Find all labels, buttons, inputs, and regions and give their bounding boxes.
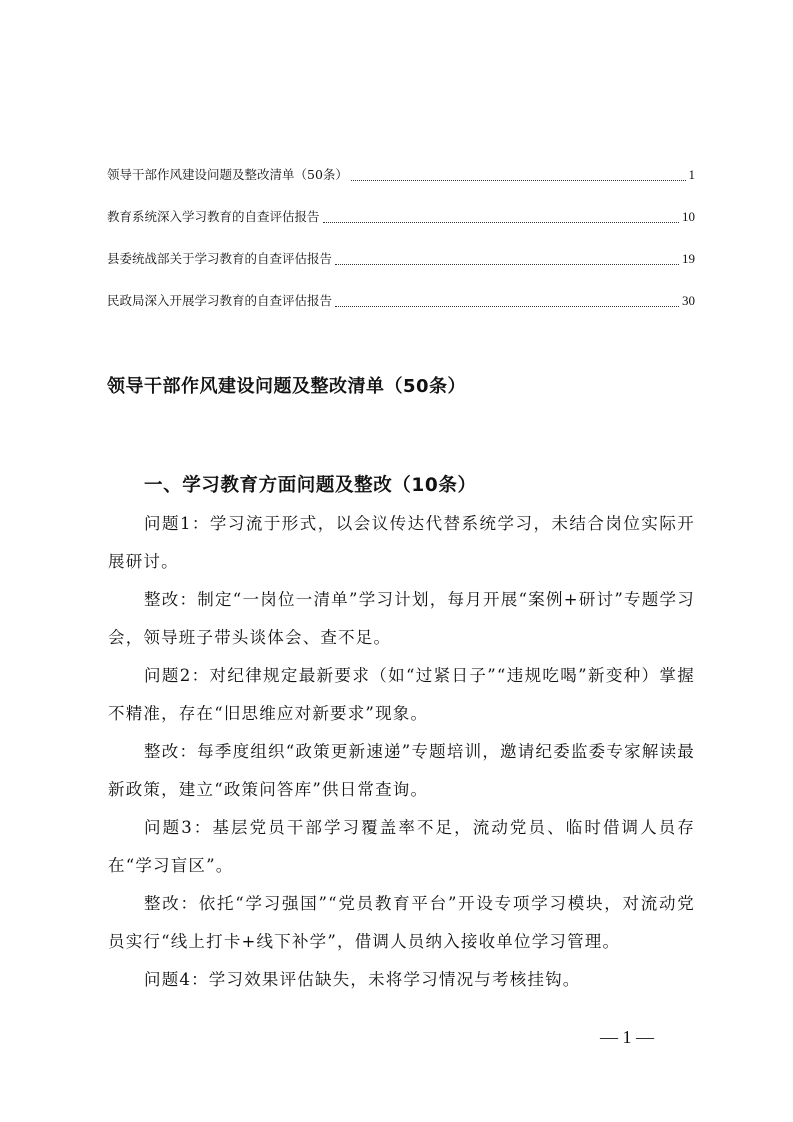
toc-entry[interactable] [107, 162, 695, 204]
toc-entry[interactable] [107, 246, 695, 288]
rectification-paragraph: 整改：依托“学习强国”“党员教育平台”开设专项学习模块，对流动党员实行“线上打卡+线下补学”，借调人员纳入接收单位学习管理。 [108, 894, 695, 951]
toc-dot-leader [335, 290, 679, 307]
toc-entry-page: 1 [688, 167, 695, 182]
toc-dot-leader [351, 164, 686, 181]
toc-dot-leader [335, 248, 679, 265]
problem-paragraph: 问题4：学习效果评估缺失，未将学习情况与考核挂钩。 [144, 970, 581, 989]
table-of-contents [107, 162, 695, 330]
toc-entry[interactable] [107, 288, 695, 330]
rectification-paragraph: 整改：每季度组织“政策更新速递”专题培训，邀请纪委监委专家解读最新政策，建立“政策问答库”供日常查询。 [108, 742, 695, 799]
problem-paragraph: 问题1：学习流于形式，以会议传达代替系统学习，未结合岗位实际开展研讨。 [108, 514, 695, 571]
problem-paragraph: 问题2：对纪律规定最新要求（如“过紧日子”“违规吃喝”新变种）掌握不精准，存在“旧思维应对新要求”现象。 [108, 666, 695, 723]
toc-entry-page: 30 [682, 293, 695, 308]
rectification-paragraph: 整改：制定“一岗位一清单”学习计划，每月开展“案例+研讨”专题学习会，领导班子带头谈体会、查不足。 [108, 590, 695, 647]
toc-entry[interactable] [107, 204, 695, 246]
section-heading: 一、学习教育方面问题及整改（10条） [144, 475, 477, 496]
page-number: — 1 — [600, 1027, 654, 1047]
document-body [108, 505, 695, 999]
toc-entry-title: 领导干部作风建设问题及整改清单（50条） [107, 167, 348, 182]
toc-entry-title: 县委统战部关于学习教育的自查评估报告 [107, 251, 333, 266]
toc-entry-page: 10 [682, 209, 695, 224]
toc-entry-title: 教育系统深入学习教育的自查评估报告 [107, 209, 320, 224]
toc-entry-page: 19 [682, 251, 695, 266]
document-title: 领导干部作风建设问题及整改清单（50条） [107, 376, 467, 397]
toc-dot-leader [323, 206, 679, 223]
toc-entry-title: 民政局深入开展学习教育的自查评估报告 [107, 293, 333, 308]
problem-paragraph: 问题3：基层党员干部学习覆盖率不足，流动党员、临时借调人员存在“学习盲区”。 [108, 818, 695, 875]
